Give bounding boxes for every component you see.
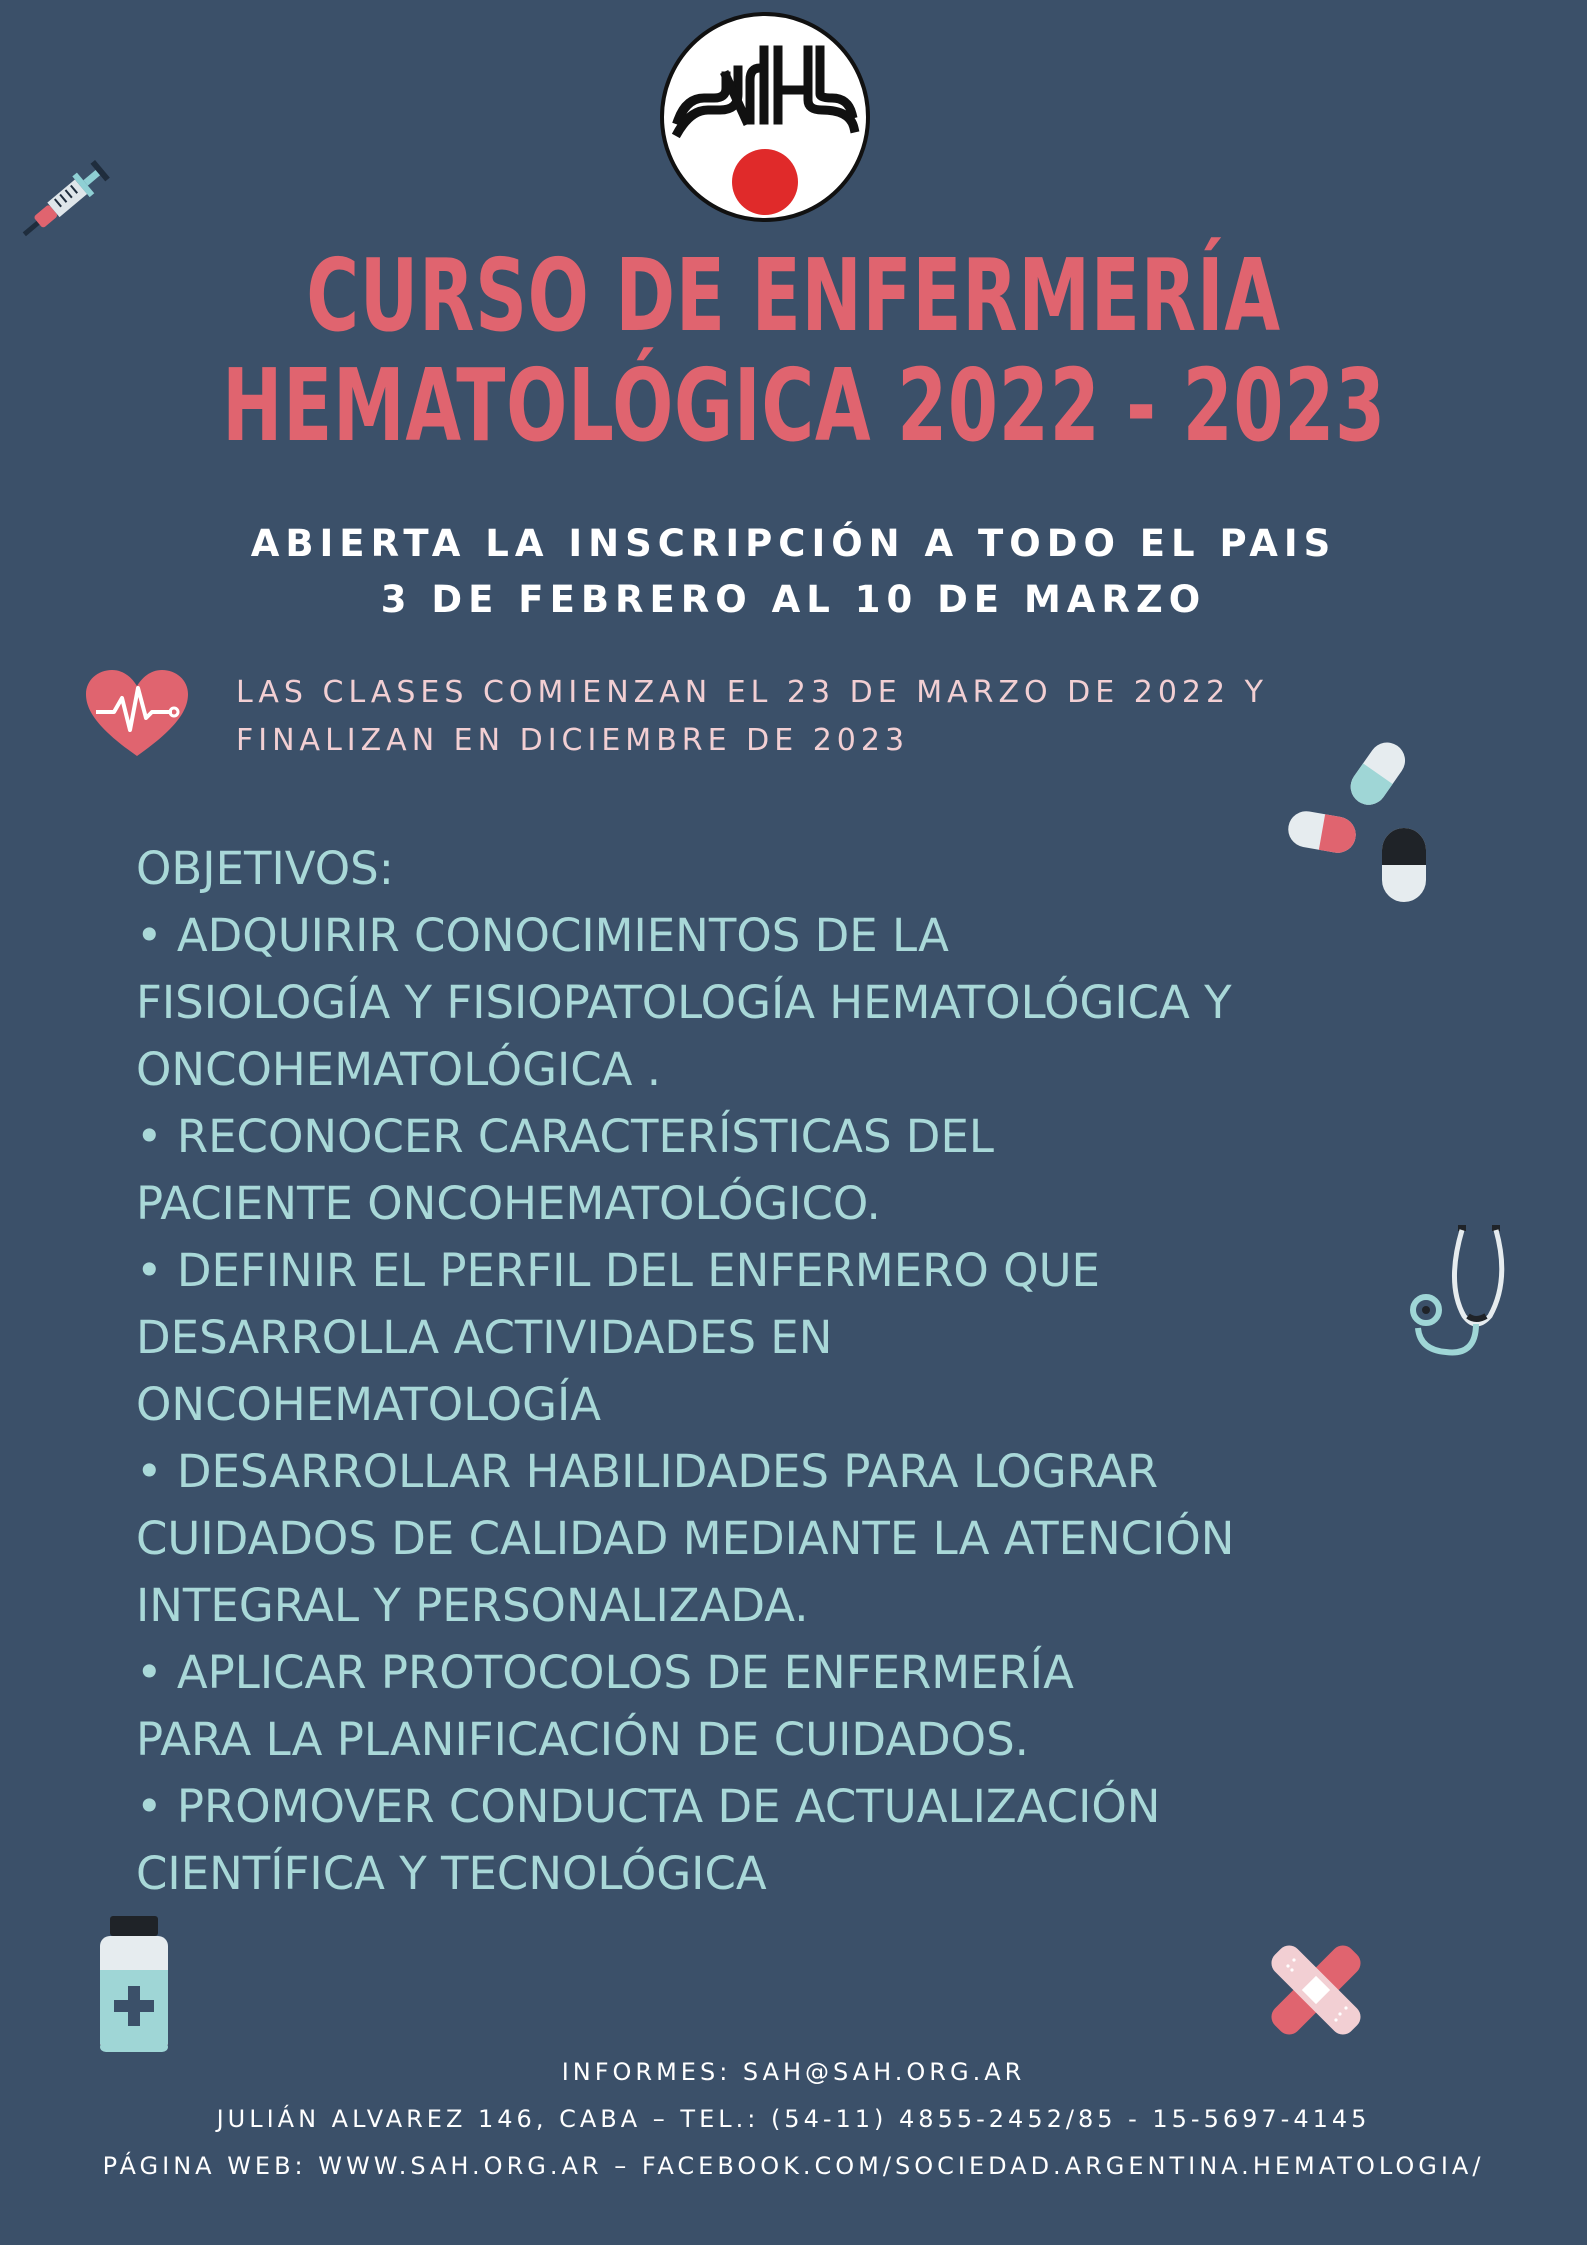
registration-line-2: 3 DE FEBRERO AL 10 DE MARZO <box>380 578 1207 621</box>
classes-line-2: FINALIZAN EN DICIEMBRE DE 2023 <box>236 723 910 758</box>
medicine-bottle-icon <box>96 1914 172 2054</box>
objective-line: • APLICAR PROTOCOLOS DE ENFERMERÍA <box>136 1646 1074 1699</box>
bandage-icon <box>1262 1936 1370 2044</box>
objective-line: PACIENTE ONCOHEMATOLÓGICO. <box>136 1177 881 1230</box>
footer-web: PÁGINA WEB: WWW.SAH.ORG.AR – FACEBOOK.COM/SOCIEDAD.ARGENTINA.HEMATOLOGIA/ <box>102 2152 1485 2180</box>
objective-line: ONCOHEMATOLÓGICA . <box>136 1043 662 1096</box>
objective-line: DESARROLLA ACTIVIDADES EN <box>136 1311 833 1364</box>
objective-line: • DEFINIR EL PERFIL DEL ENFERMERO QUE <box>136 1244 1100 1297</box>
footer-address: JULIÁN ALVAREZ 146, CABA – TEL.: (54-11) 4855-2452/85 - 15-5697-4145 <box>216 2105 1371 2133</box>
heart-rate-icon <box>84 668 190 760</box>
syringe-icon <box>10 148 122 252</box>
objective-line: • PROMOVER CONDUCTA DE ACTUALIZACIÓN <box>136 1780 1161 1833</box>
objectives-block <box>136 835 1396 1907</box>
classes-line-1: LAS CLASES COMIENZAN EL 23 DE MARZO DE 2022 Y <box>236 675 1268 710</box>
title-line-1: CURSO DE ENFERMERÍA <box>306 237 1281 354</box>
objective-line: INTEGRAL Y PERSONALIZADA. <box>136 1579 809 1632</box>
objective-line: ONCOHEMATOLOGÍA <box>136 1378 602 1431</box>
sah-logo <box>656 10 874 224</box>
footer-contact: INFORMES: SAH@SAH.ORG.AR <box>561 2058 1026 2086</box>
objective-line: • RECONOCER CARACTERÍSTICAS DEL <box>136 1110 994 1163</box>
objective-line: PARA LA PLANIFICACIÓN DE CUIDADOS. <box>136 1713 1029 1766</box>
objective-line: • DESARROLLAR HABILIDADES PARA LOGRAR <box>136 1445 1159 1498</box>
registration-line-1: ABIERTA LA INSCRIPCIÓN A TODO EL PAIS <box>250 522 1337 565</box>
objective-line: CUIDADOS DE CALIDAD MEDIANTE LA ATENCIÓN <box>136 1512 1235 1565</box>
objective-line: CIENTÍFICA Y TECNOLÓGICA <box>136 1847 767 1900</box>
title-line-2: HEMATOLÓGICA 2022 - 2023 <box>222 347 1386 464</box>
stethoscope-icon <box>1406 1224 1538 1360</box>
objective-line: • ADQUIRIR CONOCIMIENTOS DE LA <box>136 909 949 962</box>
objectives-heading: OBJETIVOS: <box>136 842 394 895</box>
objective-line: FISIOLOGÍA Y FISIOPATOLOGÍA HEMATOLÓGICA Y <box>136 976 1232 1029</box>
